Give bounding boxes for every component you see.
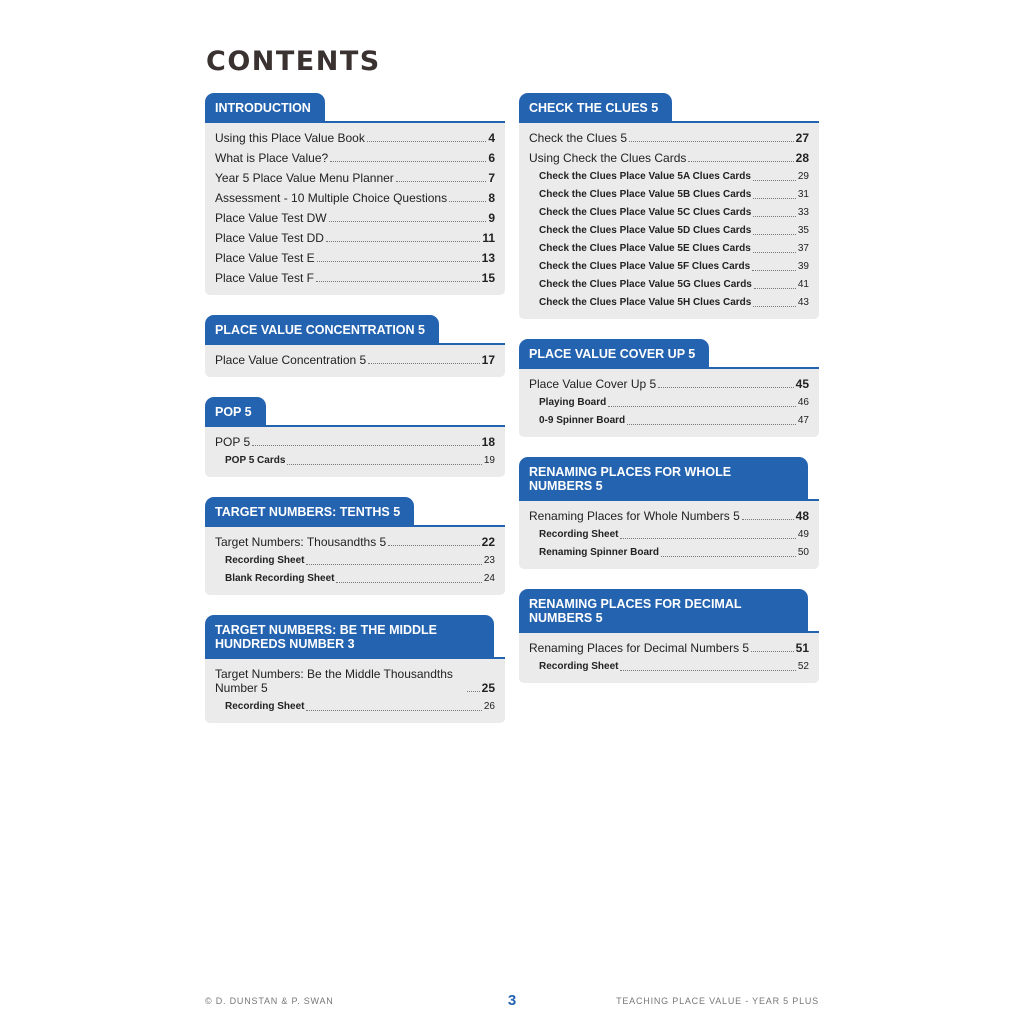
contents-subentry[interactable]: [215, 570, 495, 588]
dot-leader: [336, 582, 481, 583]
contents-entry[interactable]: [215, 148, 495, 168]
dot-leader: [252, 445, 480, 446]
contents-section: [519, 93, 819, 319]
dot-leader: [287, 464, 481, 465]
dot-leader: [620, 538, 795, 539]
contents-entry[interactable]: [529, 374, 809, 394]
contents-section: [519, 339, 819, 437]
dot-leader: [753, 198, 796, 199]
entry-label: Place Value Test E: [215, 251, 315, 265]
entry-label: Place Value Concentration 5: [215, 353, 367, 367]
entry-page-number: 28: [795, 151, 809, 165]
section-heading: RENAMING PLACES FOR WHOLE NUMBERS 5: [519, 457, 808, 499]
section-heading: PLACE VALUE COVER UP 5: [519, 339, 709, 367]
contents-subentry[interactable]: [529, 412, 809, 430]
section-heading: INTRODUCTION: [205, 93, 325, 121]
entry-label: Place Value Test DD: [215, 231, 324, 245]
entry-page-number: 13: [481, 251, 495, 265]
entry-page-number: 48: [795, 509, 809, 523]
entry-label: Check the Clues 5: [529, 131, 628, 145]
footer-copyright: © D. DUNSTAN & P. SWAN: [205, 996, 334, 1006]
entry-page-number: 4: [488, 131, 495, 145]
contents-subentry[interactable]: [215, 552, 495, 570]
dot-leader: [627, 424, 796, 425]
entry-page-number: 49: [797, 529, 809, 540]
dot-leader: [449, 201, 486, 202]
dot-leader: [608, 406, 796, 407]
section-entries: [205, 345, 505, 377]
contents-subentry[interactable]: [529, 544, 809, 562]
dot-leader: [306, 564, 481, 565]
contents-column-right: [519, 93, 819, 703]
entry-label: Check the Clues Place Value 5A Clues Cards: [539, 171, 751, 182]
entry-page-number: 18: [481, 435, 495, 449]
dot-leader: [329, 221, 487, 222]
contents-subentry[interactable]: [529, 276, 809, 294]
entry-label: Using Check the Clues Cards: [529, 151, 687, 165]
contents-subentry[interactable]: [529, 204, 809, 222]
contents-entry[interactable]: [215, 228, 495, 248]
entry-label: Check the Clues Place Value 5H Clues Cards: [539, 297, 752, 308]
entry-label: Target Numbers: Thousandths 5: [215, 535, 387, 549]
entry-page-number: 27: [795, 131, 809, 145]
section-heading: TARGET NUMBERS: BE THE MIDDLE HUNDREDS NUMBER 3: [205, 615, 494, 657]
dot-leader: [396, 181, 487, 182]
entry-page-number: 31: [797, 189, 809, 200]
entry-label: POP 5: [215, 435, 251, 449]
entry-label: Check the Clues Place Value 5G Clues Cards: [539, 279, 752, 290]
contents-entry[interactable]: [529, 638, 809, 658]
contents-subentry[interactable]: [529, 258, 809, 276]
contents-section: [205, 615, 505, 723]
contents-entry[interactable]: [529, 506, 809, 526]
entry-page-number: 19: [483, 455, 495, 466]
entry-label: Assessment - 10 Multiple Choice Questions: [215, 191, 448, 205]
entry-page-number: 11: [482, 231, 495, 245]
section-entries: [519, 501, 819, 569]
entry-page-number: 35: [797, 225, 809, 236]
section-entries: [205, 123, 505, 295]
entry-label: Renaming Spinner Board: [539, 547, 660, 558]
dot-leader: [316, 281, 480, 282]
contents-entry[interactable]: [215, 128, 495, 148]
contents-section: [519, 589, 819, 683]
dot-leader: [742, 519, 794, 520]
section-heading: TARGET NUMBERS: TENTHS 5: [205, 497, 414, 525]
contents-subentry[interactable]: [215, 698, 495, 716]
dot-leader: [620, 670, 795, 671]
dot-leader: [754, 288, 796, 289]
entry-page-number: 51: [795, 641, 809, 655]
entry-page-number: 33: [797, 207, 809, 218]
entry-label: Using this Place Value Book: [215, 131, 365, 145]
dot-leader: [753, 306, 796, 307]
dot-leader: [368, 363, 479, 364]
dot-leader: [753, 180, 796, 181]
entry-page-number: 46: [797, 397, 809, 408]
entry-label: Check the Clues Place Value 5F Clues Cards: [539, 261, 751, 272]
entry-page-number: 9: [488, 211, 495, 225]
dot-leader: [752, 270, 796, 271]
dot-leader: [388, 545, 479, 546]
entry-page-number: 15: [481, 271, 495, 285]
entry-label: Playing Board: [539, 397, 607, 408]
contents-section: [519, 457, 819, 569]
dot-leader: [661, 556, 796, 557]
section-entries: [205, 527, 505, 595]
entry-label: Place Value Test F: [215, 271, 314, 285]
contents-entry[interactable]: [215, 268, 495, 288]
entry-page-number: 41: [797, 279, 809, 290]
contents-column-left: [205, 93, 505, 743]
contents-subentry[interactable]: [529, 240, 809, 258]
section-entries: [519, 369, 819, 437]
entry-label: Renaming Places for Decimal Numbers 5: [529, 641, 750, 655]
entry-page-number: 7: [488, 171, 495, 185]
dot-leader: [688, 161, 793, 162]
dot-leader: [326, 241, 480, 242]
contents-entry[interactable]: [215, 432, 495, 452]
dot-leader: [629, 141, 794, 142]
section-entries: [205, 427, 505, 477]
section-entries: [519, 123, 819, 319]
entry-page-number: 37: [797, 243, 809, 254]
entry-page-number: 25: [481, 681, 495, 695]
entry-page-number: 8: [488, 191, 495, 205]
page-title: CONTENTS: [206, 46, 381, 77]
entry-label: Recording Sheet: [539, 529, 619, 540]
entry-label: POP 5 Cards: [225, 455, 286, 466]
section-heading: POP 5: [205, 397, 266, 425]
contents-subentry[interactable]: [529, 222, 809, 240]
entry-page-number: 17: [481, 353, 495, 367]
contents-subentry[interactable]: [529, 168, 809, 186]
entry-page-number: 23: [483, 555, 495, 566]
entry-label: Year 5 Place Value Menu Planner: [215, 171, 394, 185]
entry-page-number: 24: [483, 573, 495, 584]
contents-section: [205, 497, 505, 595]
contents-subentry[interactable]: [529, 526, 809, 544]
contents-entry[interactable]: [215, 168, 495, 188]
dot-leader: [317, 261, 480, 262]
entry-page-number: 47: [797, 415, 809, 426]
contents-subentry[interactable]: [529, 394, 809, 412]
contents-section: [205, 397, 505, 477]
entry-page-number: 26: [483, 701, 495, 712]
entry-page-number: 52: [797, 661, 809, 672]
dot-leader: [330, 161, 486, 162]
footer-book-title: TEACHING PLACE VALUE - YEAR 5 PLUS: [616, 996, 819, 1006]
dot-leader: [658, 387, 793, 388]
entry-page-number: 50: [797, 547, 809, 558]
entry-label: 0-9 Spinner Board: [539, 415, 626, 426]
dot-leader: [753, 252, 796, 253]
contents-subentry[interactable]: [529, 658, 809, 676]
entry-label: Place Value Test DW: [215, 211, 327, 225]
dot-leader: [367, 141, 486, 142]
dot-leader: [753, 234, 796, 235]
dot-leader: [306, 710, 481, 711]
contents-subentry[interactable]: [529, 294, 809, 312]
entry-label: Check the Clues Place Value 5D Clues Cards: [539, 225, 752, 236]
contents-entry[interactable]: [215, 664, 495, 698]
entry-label: Renaming Places for Whole Numbers 5: [529, 509, 740, 523]
entry-label: Check the Clues Place Value 5E Clues Cards: [539, 243, 751, 254]
contents-section: [205, 315, 505, 377]
entry-label: Recording Sheet: [539, 661, 619, 672]
entry-label: Check the Clues Place Value 5B Clues Cards: [539, 189, 752, 200]
section-heading: CHECK THE CLUES 5: [519, 93, 672, 121]
contents-entry[interactable]: [215, 248, 495, 268]
entry-page-number: 43: [797, 297, 809, 308]
contents-entry[interactable]: [215, 532, 495, 552]
contents-entry[interactable]: [215, 350, 495, 370]
entry-label: Check the Clues Place Value 5C Clues Cards: [539, 207, 752, 218]
entry-page-number: 6: [488, 151, 495, 165]
entry-page-number: 29: [797, 171, 809, 182]
footer-page-number: 3: [507, 992, 517, 1009]
entry-label: Recording Sheet: [225, 555, 305, 566]
contents-entry[interactable]: [529, 128, 809, 148]
entry-label: Recording Sheet: [225, 701, 305, 712]
section-entries: [519, 633, 819, 683]
contents-subentry[interactable]: [529, 186, 809, 204]
contents-section: [205, 93, 505, 295]
entry-page-number: 39: [797, 261, 809, 272]
contents-entry[interactable]: [215, 208, 495, 228]
entry-label: Place Value Cover Up 5: [529, 377, 657, 391]
entry-label: Target Numbers: Be the Middle Thousandths Number 5: [215, 667, 453, 695]
dot-leader: [751, 651, 794, 652]
dot-leader: [753, 216, 796, 217]
contents-entry[interactable]: [529, 148, 809, 168]
section-heading: RENAMING PLACES FOR DECIMAL NUMBERS 5: [519, 589, 808, 631]
entry-page-number: 22: [481, 535, 495, 549]
entry-label: What is Place Value?: [215, 151, 329, 165]
entry-label: Blank Recording Sheet: [225, 573, 335, 584]
section-entries: [205, 659, 505, 723]
contents-subentry[interactable]: [215, 452, 495, 470]
contents-entry[interactable]: [215, 188, 495, 208]
entry-page-number: 45: [795, 377, 809, 391]
section-heading: PLACE VALUE CONCENTRATION 5: [205, 315, 439, 343]
dot-leader: [467, 691, 480, 692]
